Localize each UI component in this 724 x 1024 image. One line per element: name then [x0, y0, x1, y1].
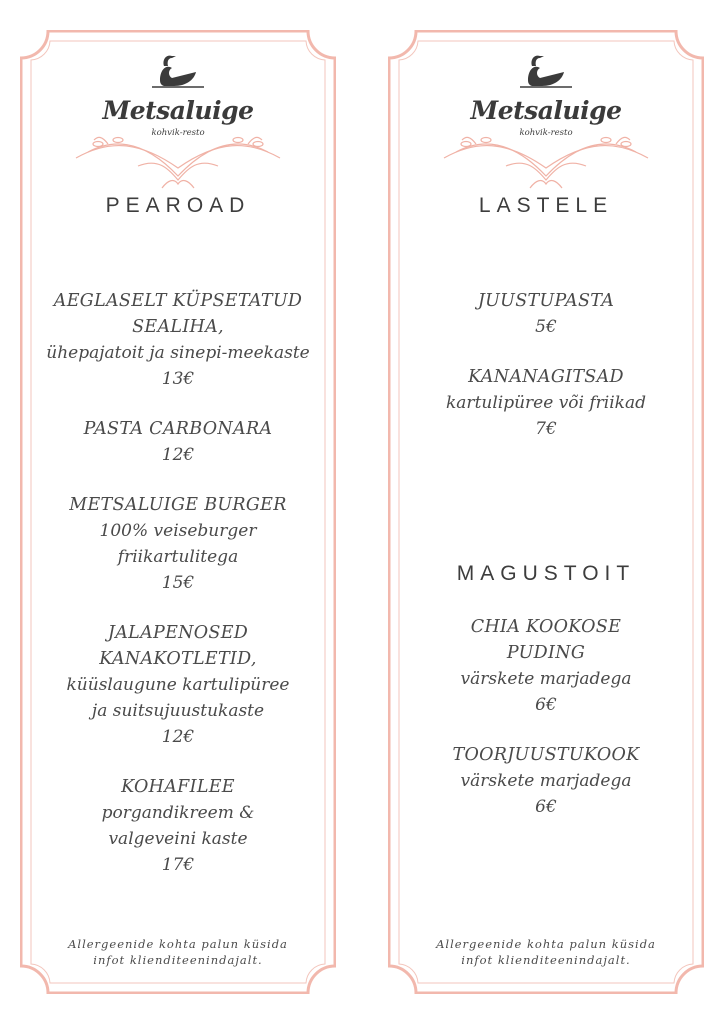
menu-item	[388, 364, 704, 442]
item-description: värskete marjadega	[460, 669, 632, 689]
item-line: METSALUIGE BURGER	[69, 495, 287, 515]
item-price: 12€	[161, 445, 195, 465]
item-line: PASTA CARBONARA	[83, 419, 273, 439]
item-price: 15€	[161, 573, 195, 593]
item-price: 13€	[161, 369, 195, 389]
logo-tagline: kohvik-resto	[519, 128, 573, 138]
menu-item	[20, 416, 336, 468]
logo-tagline: kohvik-resto	[151, 128, 205, 138]
item-description: ühepajatoit ja sinepi-meekaste	[46, 343, 310, 363]
item-description: kartulipüree või friikad	[446, 393, 646, 413]
section-title-pearoad: PEAROAD	[105, 194, 251, 217]
item-description: valgeveini kaste	[108, 829, 248, 849]
item-price: 5€	[535, 317, 557, 337]
footer-line: infot klienditeenindajalt.	[461, 953, 631, 967]
menu-card-lastele	[388, 30, 704, 994]
lastele-items	[388, 288, 704, 466]
item-line: JALAPENOSED	[107, 623, 249, 643]
item-line: SEALIHA,	[132, 317, 224, 337]
menu-card-pearoad	[20, 30, 336, 994]
logo-title: Metsaluige	[470, 96, 622, 125]
menu-item	[388, 288, 704, 340]
allergen-note	[20, 936, 336, 968]
item-price: 17€	[161, 855, 195, 875]
item-price: 7€	[535, 419, 557, 439]
menu-item	[388, 742, 704, 820]
item-line: CHIA KOOKOSE	[470, 617, 622, 637]
footer-line: infot klienditeenindajalt.	[93, 953, 263, 967]
item-line: PUDING	[506, 643, 586, 663]
logo-title: Metsaluige	[102, 96, 254, 125]
footer-line: Allergeenide kohta palun küsida	[436, 937, 656, 951]
magustoit-items	[388, 614, 704, 844]
item-line: AEGLASELT KÜPSETATUD	[53, 291, 303, 311]
item-line: KANAKOTLETID,	[99, 649, 257, 669]
item-description: küüslaugune kartulipüree	[66, 675, 290, 695]
menu-item	[20, 620, 336, 750]
item-price: 12€	[161, 727, 195, 747]
menu-item	[388, 614, 704, 718]
item-price: 6€	[535, 797, 557, 817]
item-description: ja suitsujuustukaste	[91, 701, 265, 721]
menu-item	[20, 492, 336, 596]
menu-item	[20, 774, 336, 878]
logo	[68, 48, 288, 198]
item-description: porgandikreem &	[101, 803, 255, 823]
menu-item	[20, 288, 336, 392]
item-description: värskete marjadega	[460, 771, 632, 791]
section-title-magustoit: MAGUSTOIT	[456, 562, 636, 585]
pearoad-items	[20, 288, 336, 902]
item-line: KANANAGITSAD	[468, 367, 624, 387]
allergen-note	[388, 936, 704, 968]
item-line: JUUSTUPASTA	[477, 291, 615, 311]
section-title-lastele: LASTELE	[478, 194, 614, 217]
item-line: TOORJUUSTUKOOK	[452, 745, 640, 765]
item-price: 6€	[535, 695, 557, 715]
item-line: KOHAFILEE	[121, 777, 235, 797]
logo	[436, 48, 656, 198]
item-description: friikartulitega	[117, 547, 239, 567]
item-description: 100% veiseburger	[99, 521, 257, 541]
footer-line: Allergeenide kohta palun küsida	[68, 937, 288, 951]
